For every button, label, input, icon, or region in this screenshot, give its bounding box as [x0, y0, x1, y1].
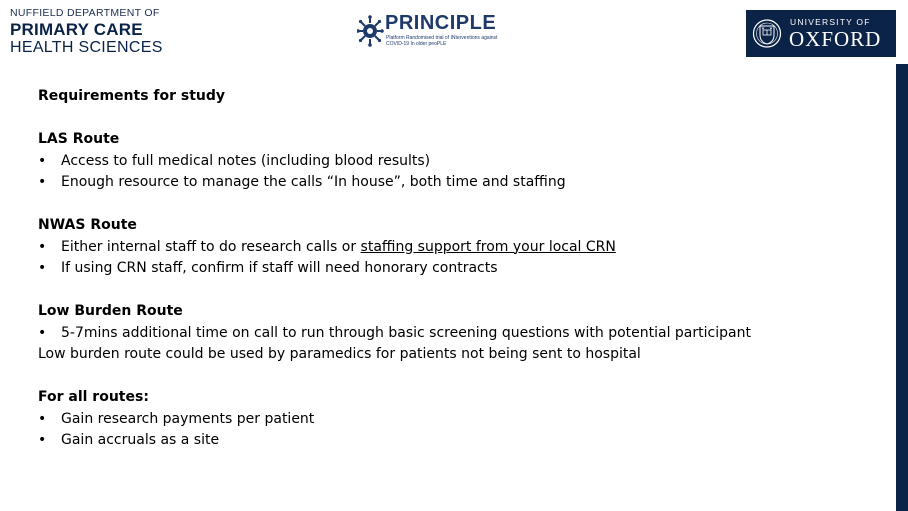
nwas-bullet-1-text: Either internal staff to do research calls or [61, 238, 361, 255]
las-section [38, 129, 751, 194]
list-item [38, 237, 751, 259]
all-routes-bullet-1: Gain research payments per patient [61, 410, 315, 427]
principle-title: PRINCIPLE [385, 12, 497, 34]
all-routes-section [38, 387, 751, 452]
nwas-bullet-2: If using CRN staff, confirm if staff will need honorary contracts [61, 260, 498, 276]
principle-logo [357, 12, 507, 52]
nuffield-line3: HEALTH SCIENCES [10, 39, 163, 56]
page-title: Requirements for study [38, 88, 226, 104]
las-bullet-2: Enough resource to manage the calls “In house”, both time and staffing [61, 174, 566, 190]
oxford-university-label: UNIVERSITY OF [790, 17, 871, 27]
las-bullet-1: Access to full medical notes (including blood results) [61, 152, 431, 169]
requirements-text [38, 86, 751, 473]
all-routes-heading: For all routes: [38, 389, 149, 405]
crn-support-link[interactable]: staffing support from your local CRN [360, 238, 616, 255]
virus-icon [357, 14, 385, 48]
all-routes-bullet-2: Gain accruals as a site [61, 432, 220, 448]
nuffield-line2: PRIMARY CARE [10, 20, 143, 39]
nwas-section [38, 215, 751, 280]
bullet-icon: • [38, 152, 47, 169]
nuffield-logo [10, 7, 163, 57]
list-item [38, 151, 751, 173]
low-burden-heading: Low Burden Route [38, 303, 183, 319]
principle-subtitle: Platform Randomised trial of INterventions against COVID-19 In older peoPLE [386, 35, 498, 47]
low-burden-note: Low burden route could be used by paramedics for patients not being sent to hospital [38, 346, 641, 362]
slide-content [0, 64, 908, 511]
bullet-icon: • [38, 238, 47, 255]
oxford-logo [746, 10, 896, 57]
bullet-icon: • [38, 260, 47, 276]
oxford-name: OXFORD [789, 27, 882, 51]
bullet-icon: • [38, 432, 47, 448]
nwas-bullet-1 [61, 237, 616, 259]
header-bar [0, 0, 908, 64]
nuffield-line1: NUFFIELD DEPARTMENT OF [10, 7, 160, 19]
list-item [38, 323, 751, 345]
low-burden-bullet-1: 5-7mins additional time on call to run through basic screening questions with potential participant [61, 324, 751, 341]
bullet-icon: • [38, 174, 47, 190]
list-item [38, 258, 751, 280]
list-item [38, 430, 751, 452]
low-burden-section [38, 301, 751, 366]
bullet-icon: • [38, 324, 47, 341]
list-item [38, 409, 751, 431]
list-item [38, 172, 751, 194]
oxford-crest-icon [752, 13, 782, 54]
bullet-icon: • [38, 410, 47, 427]
las-heading: LAS Route [38, 131, 120, 147]
nwas-heading: NWAS Route [38, 217, 137, 233]
